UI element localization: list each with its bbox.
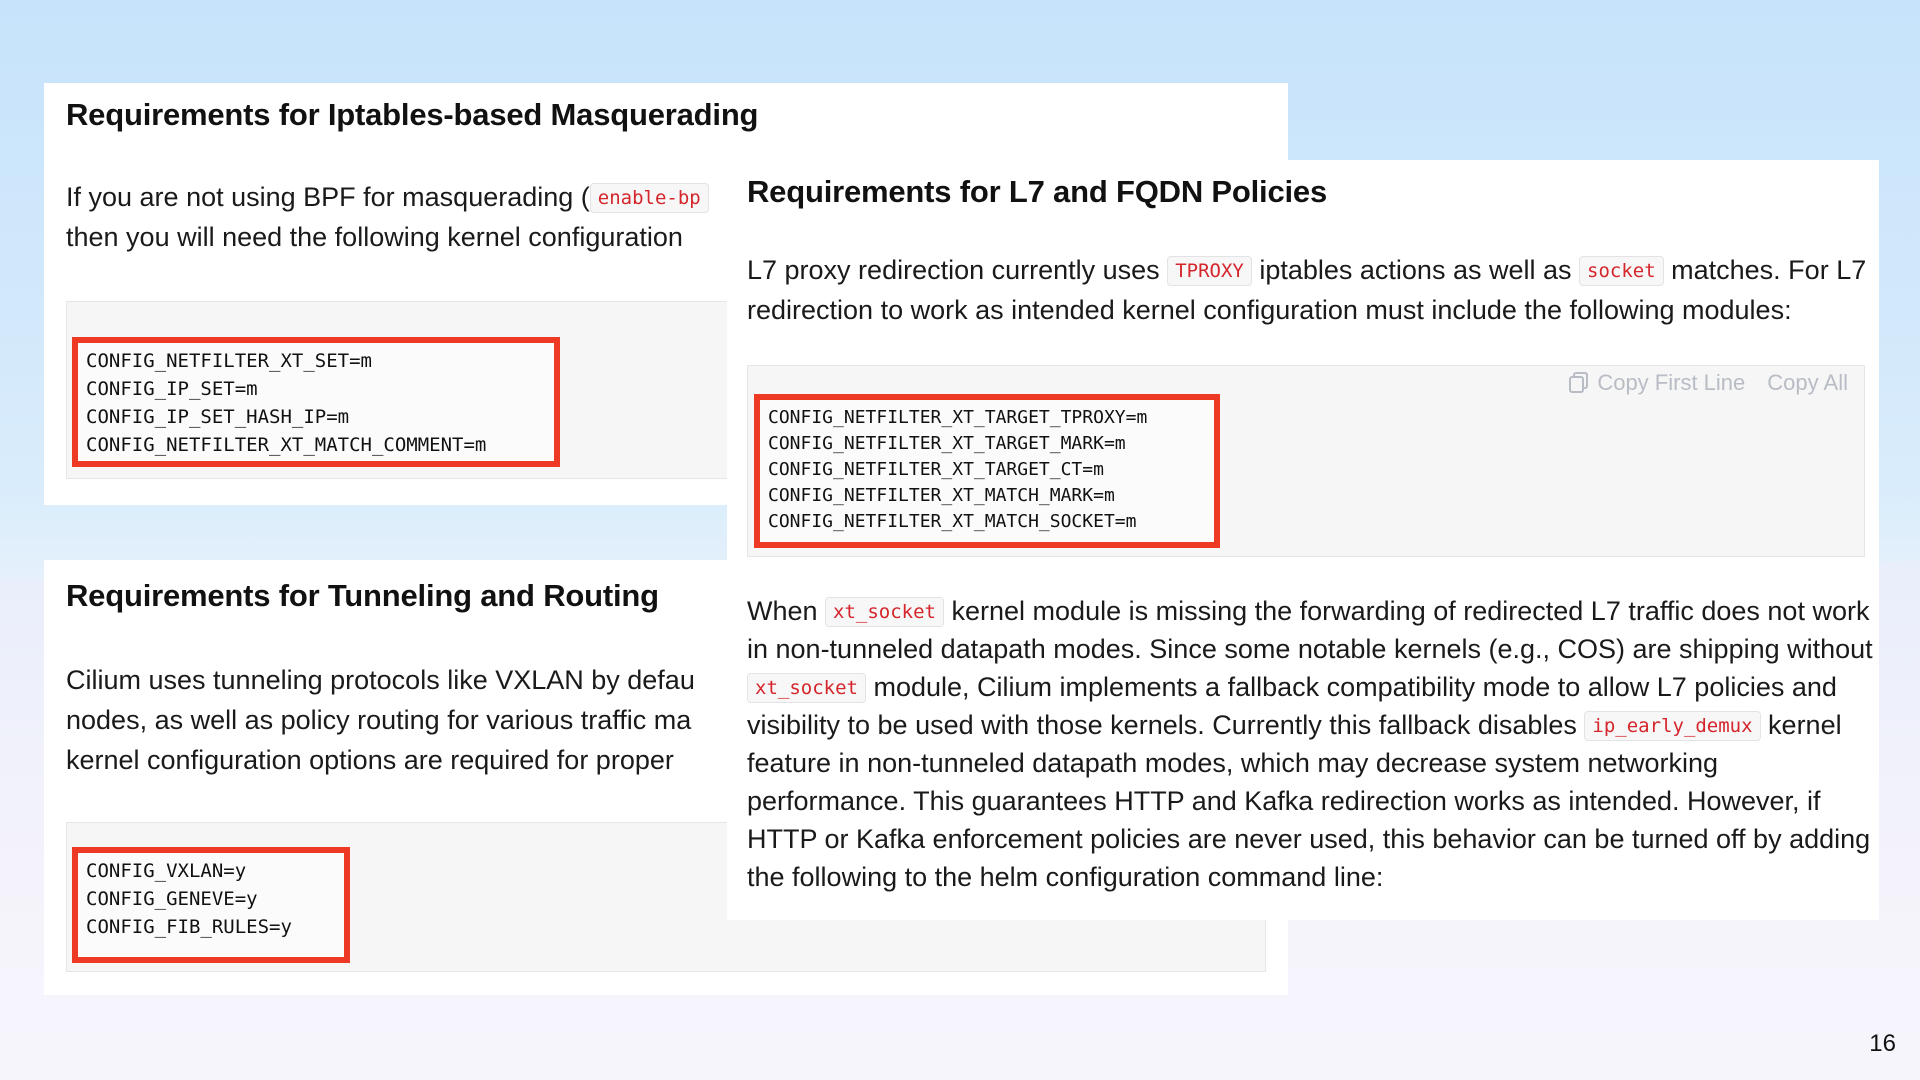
- l7-body-text: kernel: [1760, 710, 1842, 740]
- code-line: CONFIG_NETFILTER_XT_TARGET_CT=m: [768, 459, 1104, 480]
- l7-body-text: visibility to be used with those kernels. Currently this fallback disables: [747, 710, 1585, 740]
- tunneling-paragraph: [66, 660, 695, 780]
- code-line: CONFIG_IP_SET=m: [86, 378, 258, 400]
- l7-body-text: kernel module is missing the forwarding of redirected L7 traffic does not work: [944, 596, 1870, 626]
- copy-all-button[interactable]: [1767, 370, 1848, 396]
- l7-body-text: module, Cilium implements a fallback compatibility mode to allow L7 policies and: [865, 672, 1837, 702]
- tunneling-line: Cilium uses tunneling protocols like VXLAN by defau: [66, 665, 695, 695]
- l7-intro-paragraph: [747, 250, 1866, 330]
- l7-body-text: When: [747, 596, 826, 626]
- masquerading-title: Requirements for Iptables-based Masquerading: [66, 97, 759, 132]
- xt-socket-code: xt_socket: [747, 673, 866, 703]
- masquerading-code-highlight: [72, 337, 560, 467]
- code-line: CONFIG_NETFILTER_XT_SET=m: [86, 350, 372, 372]
- socket-code: socket: [1579, 256, 1664, 286]
- code-line: CONFIG_FIB_RULES=y: [86, 916, 292, 938]
- masquerading-paragraph: [66, 177, 709, 257]
- l7-title: Requirements for L7 and FQDN Policies: [747, 174, 1327, 209]
- tunneling-line: kernel configuration options are required for proper: [66, 745, 674, 775]
- xt-socket-code: xt_socket: [825, 597, 944, 627]
- l7-body-text: the following to the helm configuration command line:: [747, 862, 1384, 892]
- l7-card: [727, 160, 1879, 920]
- code-line: CONFIG_NETFILTER_XT_MATCH_COMMENT=m: [86, 434, 487, 456]
- ip-early-demux-code: ip_early_demux: [1584, 711, 1760, 741]
- masquerading-para-text-1: If you are not using BPF for masquerading (: [66, 182, 590, 212]
- code-line: CONFIG_GENEVE=y: [86, 888, 258, 910]
- code-line: CONFIG_NETFILTER_XT_TARGET_MARK=m: [768, 433, 1126, 454]
- l7-body-paragraph: [747, 592, 1873, 896]
- copy-bar: [1569, 370, 1848, 396]
- l7-intro-text: iptables actions as well as: [1251, 255, 1579, 285]
- l7-intro-text: matches. For L7: [1663, 255, 1867, 285]
- l7-body-text: feature in non-tunneled datapath modes, which may decrease system networking: [747, 748, 1719, 778]
- tproxy-code: TPROXY: [1167, 256, 1252, 286]
- page-number: 16: [1869, 1030, 1896, 1057]
- l7-intro-text: L7 proxy redirection currently uses: [747, 255, 1168, 285]
- copy-first-line-label: Copy First Line: [1597, 370, 1746, 395]
- enable-bpf-code: enable-bp: [590, 183, 709, 213]
- code-line: CONFIG_VXLAN=y: [86, 860, 247, 882]
- copy-icon: [1569, 372, 1589, 394]
- code-line: CONFIG_NETFILTER_XT_MATCH_MARK=m: [768, 485, 1115, 506]
- masquerading-para-text-2: then you will need the following kernel configuration: [66, 222, 683, 252]
- tunneling-title: Requirements for Tunneling and Routing: [66, 578, 659, 613]
- l7-body-text: performance. This guarantees HTTP and Kafka redirection works as intended. However, if: [747, 786, 1821, 816]
- l7-body-text: HTTP or Kafka enforcement policies are never used, this behavior can be turned off by adding: [747, 824, 1871, 854]
- code-line: CONFIG_NETFILTER_XT_MATCH_SOCKET=m: [768, 511, 1137, 532]
- l7-intro-line2: redirection to work as intended kernel configuration must include the following modules:: [747, 295, 1792, 325]
- copy-all-label: Copy All: [1767, 370, 1848, 395]
- code-line: CONFIG_IP_SET_HASH_IP=m: [86, 406, 350, 428]
- tunneling-code-highlight: [72, 847, 350, 963]
- tunneling-line: nodes, as well as policy routing for various traffic ma: [66, 705, 692, 735]
- copy-first-line-button[interactable]: [1569, 370, 1745, 396]
- l7-code-highlight: [754, 394, 1220, 548]
- code-line: CONFIG_NETFILTER_XT_TARGET_TPROXY=m: [768, 407, 1148, 428]
- l7-body-text: in non-tunneled datapath modes. Since some notable kernels (e.g., COS) are shipping without: [747, 634, 1873, 664]
